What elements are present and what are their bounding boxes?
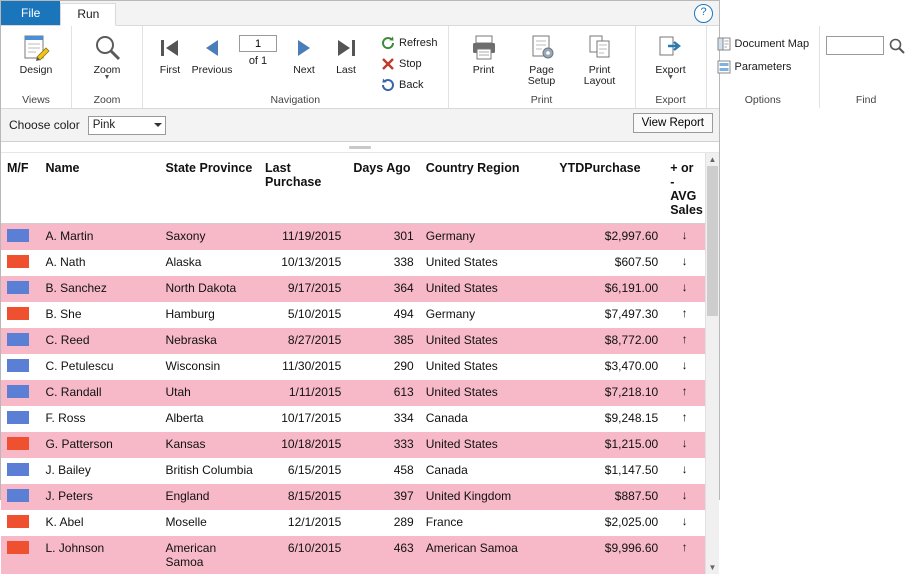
cell-days-ago: 301 [347, 224, 419, 251]
find-icon[interactable] [888, 37, 906, 55]
choose-color-value: Pink [93, 119, 115, 131]
ribbon-group-export-title: Export [642, 94, 700, 108]
cell-name: K. Abel [39, 510, 159, 536]
mf-color-swatch [7, 515, 29, 528]
mf-color-swatch [7, 489, 29, 502]
cell-name: G. Patterson [39, 432, 159, 458]
mf-swatch-cell [1, 406, 39, 432]
choose-color-label: Choose color [9, 118, 80, 132]
cell-country: France [420, 510, 554, 536]
table-row [1, 328, 705, 354]
table-row [1, 510, 705, 536]
cell-country: United Kingdom [420, 484, 554, 510]
table-row [1, 406, 705, 432]
stop-label: Stop [399, 58, 422, 70]
column-header-name: Name [39, 157, 159, 224]
table-row [1, 302, 705, 328]
ribbon-group-views [1, 26, 72, 108]
mf-color-swatch [7, 411, 29, 424]
cell-ytd: $607.50 [553, 250, 664, 276]
cell-state: Kansas [159, 432, 259, 458]
design-button-label: Design [20, 65, 53, 76]
ribbon-group-zoom-title: Zoom [78, 94, 136, 108]
chevron-down-icon-color [154, 123, 162, 127]
cell-trend-arrow-icon: ↑ [664, 302, 705, 328]
scroll-thumb[interactable] [707, 166, 718, 316]
first-page-label: First [160, 64, 180, 76]
cell-days-ago: 494 [347, 302, 419, 328]
table-row [1, 250, 705, 276]
last-page-button[interactable] [325, 31, 367, 76]
splitter-handle[interactable] [1, 142, 719, 153]
print-layout-button[interactable] [571, 31, 629, 87]
ribbon-group-print [449, 26, 636, 108]
page-setup-icon [527, 33, 557, 63]
cell-ytd: $3,470.00 [553, 354, 664, 380]
ribbon-group-options [707, 26, 821, 108]
first-page-icon [157, 35, 183, 61]
cell-country: United States [420, 250, 554, 276]
ribbon-group-options-title: Options [713, 94, 814, 108]
ribbon-group-navigation-title: Navigation [149, 94, 442, 108]
print-icon [469, 33, 499, 63]
tab-file[interactable] [1, 1, 60, 25]
cell-country: Canada [420, 458, 554, 484]
cell-days-ago: 385 [347, 328, 419, 354]
mf-color-swatch [7, 359, 29, 372]
print-layout-label: Print Layout [573, 65, 627, 87]
zoom-button[interactable] [78, 31, 136, 81]
column-header-ytd-purchase: YTDPurchase [553, 157, 664, 224]
table-row [1, 458, 705, 484]
cell-state: Alberta [159, 406, 259, 432]
cell-state: Wisconsin [159, 354, 259, 380]
ribbon-group-export [636, 26, 707, 108]
tab-file-label: File [21, 6, 40, 21]
next-page-button[interactable] [283, 31, 325, 76]
ribbon-group-navigation [143, 26, 449, 108]
cell-country: American Samoa [420, 536, 554, 574]
refresh-icon [381, 36, 395, 50]
last-page-label: Last [336, 64, 356, 76]
cell-state: Moselle [159, 510, 259, 536]
cell-state: British Columbia [159, 458, 259, 484]
table-body [1, 224, 705, 574]
parameter-bar [1, 109, 719, 142]
previous-page-label: Previous [192, 64, 233, 76]
cell-days-ago: 458 [347, 458, 419, 484]
print-button-label: Print [473, 65, 495, 76]
stop-icon [381, 57, 395, 71]
cell-days-ago: 397 [347, 484, 419, 510]
cell-country: Germany [420, 302, 554, 328]
print-button[interactable] [455, 31, 513, 76]
cell-days-ago: 463 [347, 536, 419, 574]
cell-trend-arrow-icon: ↑ [664, 536, 705, 574]
table-row [1, 432, 705, 458]
page-setup-label: Page Setup [515, 65, 569, 87]
cell-days-ago: 333 [347, 432, 419, 458]
report-vertical-scrollbar[interactable] [705, 153, 719, 574]
cell-last-purchase: 6/10/2015 [259, 536, 347, 574]
cell-days-ago: 290 [347, 354, 419, 380]
mf-color-swatch [7, 463, 29, 476]
mf-swatch-cell [1, 380, 39, 406]
cell-last-purchase: 6/15/2015 [259, 458, 347, 484]
mf-swatch-cell [1, 354, 39, 380]
zoom-button-label: Zoom [94, 65, 121, 76]
cell-trend-arrow-icon: ↑ [664, 328, 705, 354]
cell-ytd: $2,997.60 [553, 224, 664, 251]
table-row [1, 536, 705, 574]
cell-name: J. Peters [39, 484, 159, 510]
ribbon-group-find-title: Find [826, 94, 906, 108]
cell-trend-arrow-icon: ↑ [664, 406, 705, 432]
ribbon-group-zoom [72, 26, 143, 108]
ribbon-group-print-title: Print [455, 94, 629, 108]
back-label: Back [399, 79, 423, 91]
cell-ytd: $8,772.00 [553, 328, 664, 354]
cell-trend-arrow-icon: ↓ [664, 458, 705, 484]
cell-ytd: $7,218.10 [553, 380, 664, 406]
last-page-icon [333, 35, 359, 61]
mf-color-swatch [7, 385, 29, 398]
cell-state: Utah [159, 380, 259, 406]
cell-days-ago: 364 [347, 276, 419, 302]
splitter-grip-icon [349, 146, 371, 149]
cell-ytd: $2,025.00 [553, 510, 664, 536]
refresh-label: Refresh [399, 37, 438, 49]
cell-last-purchase: 5/10/2015 [259, 302, 347, 328]
cell-name: A. Martin [39, 224, 159, 251]
design-button[interactable] [7, 31, 65, 76]
table-row [1, 380, 705, 406]
mf-swatch-cell [1, 510, 39, 536]
cell-days-ago: 289 [347, 510, 419, 536]
column-header-country-region: Country Region [420, 157, 554, 224]
cell-country: United States [420, 276, 554, 302]
cell-name: C. Randall [39, 380, 159, 406]
mf-swatch-cell [1, 302, 39, 328]
cell-ytd: $1,147.50 [553, 458, 664, 484]
cell-last-purchase: 11/30/2015 [259, 354, 347, 380]
table-row [1, 224, 705, 251]
cell-name: B. She [39, 302, 159, 328]
mf-color-swatch [7, 541, 29, 554]
parameters-button[interactable] [713, 58, 814, 76]
mf-color-swatch [7, 281, 29, 294]
page-number-field[interactable] [233, 31, 283, 67]
ribbon-tab-strip [1, 1, 719, 26]
page-number-input[interactable] [239, 35, 277, 52]
document-map-button[interactable] [713, 35, 814, 53]
cell-trend-arrow-icon: ↓ [664, 276, 705, 302]
cell-state: Nebraska [159, 328, 259, 354]
cell-name: L. Johnson [39, 536, 159, 574]
column-header-last-purchase: Last Purchase [259, 157, 347, 224]
cell-ytd: $9,996.60 [553, 536, 664, 574]
parameters-label: Parameters [735, 61, 792, 73]
page-count-label: of 1 [249, 55, 267, 67]
back-icon [381, 78, 395, 92]
cell-trend-arrow-icon: ↓ [664, 484, 705, 510]
table-row [1, 354, 705, 380]
zoom-icon [92, 33, 122, 63]
cell-country: Canada [420, 406, 554, 432]
cell-country: United States [420, 380, 554, 406]
scroll-up-icon[interactable]: ▲ [706, 153, 719, 166]
mf-color-swatch [7, 255, 29, 268]
mf-color-swatch [7, 229, 29, 242]
mf-swatch-cell [1, 484, 39, 510]
refresh-button[interactable] [377, 34, 442, 52]
cell-country: Germany [420, 224, 554, 251]
table-row [1, 276, 705, 302]
mf-swatch-cell [1, 224, 39, 251]
cell-trend-arrow-icon: ↓ [664, 354, 705, 380]
column-header-mf: M/F [1, 157, 39, 224]
cell-last-purchase: 10/18/2015 [259, 432, 347, 458]
help-icon[interactable] [694, 4, 713, 23]
ribbon [1, 26, 719, 109]
cell-ytd: $887.50 [553, 484, 664, 510]
report-area [1, 153, 719, 574]
cell-last-purchase: 1/11/2015 [259, 380, 347, 406]
cell-last-purchase: 12/1/2015 [259, 510, 347, 536]
cell-last-purchase: 11/19/2015 [259, 224, 347, 251]
report-content [1, 153, 705, 574]
scroll-down-icon[interactable]: ▼ [706, 561, 719, 574]
document-map-label: Document Map [735, 38, 810, 50]
mf-color-swatch [7, 307, 29, 320]
chevron-down-icon: ▼ [104, 75, 111, 81]
export-button[interactable] [642, 31, 700, 81]
parameters-icon [717, 60, 731, 74]
mf-swatch-cell [1, 458, 39, 484]
cell-last-purchase: 8/27/2015 [259, 328, 347, 354]
cell-name: J. Bailey [39, 458, 159, 484]
mf-swatch-cell [1, 432, 39, 458]
cell-state: Alaska [159, 250, 259, 276]
cell-state: North Dakota [159, 276, 259, 302]
mf-swatch-cell [1, 536, 39, 574]
cell-name: B. Sanchez [39, 276, 159, 302]
mf-swatch-cell [1, 328, 39, 354]
cell-country: United States [420, 328, 554, 354]
export-icon [656, 33, 686, 63]
cell-ytd: $1,215.00 [553, 432, 664, 458]
mf-color-swatch [7, 333, 29, 346]
table-row [1, 484, 705, 510]
tab-run[interactable] [60, 3, 116, 26]
cell-last-purchase: 10/17/2015 [259, 406, 347, 432]
column-header-state: State Province [159, 157, 259, 224]
mf-color-swatch [7, 437, 29, 450]
view-report-button[interactable]: View Report [633, 113, 713, 133]
cell-trend-arrow-icon: ↑ [664, 380, 705, 406]
cell-name: C. Reed [39, 328, 159, 354]
cell-last-purchase: 10/13/2015 [259, 250, 347, 276]
page-setup-button[interactable] [513, 31, 571, 87]
cell-ytd: $6,191.00 [553, 276, 664, 302]
find-input[interactable] [826, 36, 884, 55]
cell-last-purchase: 9/17/2015 [259, 276, 347, 302]
cell-state: Saxony [159, 224, 259, 251]
chevron-down-icon-export: ▼ [667, 75, 674, 81]
cell-ytd: $9,248.15 [553, 406, 664, 432]
next-page-label: Next [293, 64, 315, 76]
design-icon [21, 33, 51, 63]
cell-state: England [159, 484, 259, 510]
previous-page-icon [199, 35, 225, 61]
cell-trend-arrow-icon: ↓ [664, 224, 705, 251]
first-page-button[interactable] [149, 31, 191, 76]
report-table [1, 157, 705, 574]
column-header-days-ago: Days Ago [347, 157, 419, 224]
back-button[interactable] [377, 76, 442, 94]
export-button-label: Export [655, 65, 685, 76]
choose-color-select[interactable] [88, 116, 166, 135]
print-layout-icon [585, 33, 615, 63]
mf-swatch-cell [1, 250, 39, 276]
column-header-avg-sales: + or - AVG Sales [664, 157, 705, 224]
next-page-icon [291, 35, 317, 61]
cell-days-ago: 338 [347, 250, 419, 276]
ribbon-group-views-title: Views [7, 94, 65, 108]
cell-trend-arrow-icon: ↓ [664, 432, 705, 458]
previous-page-button[interactable] [191, 31, 233, 76]
cell-trend-arrow-icon: ↓ [664, 250, 705, 276]
help-label: ? [700, 6, 706, 18]
cell-last-purchase: 8/15/2015 [259, 484, 347, 510]
table-header-row [1, 157, 705, 224]
cell-ytd: $7,497.30 [553, 302, 664, 328]
document-map-icon [717, 37, 731, 51]
cell-trend-arrow-icon: ↓ [664, 510, 705, 536]
mf-swatch-cell [1, 276, 39, 302]
cell-name: A. Nath [39, 250, 159, 276]
cell-state: American Samoa [159, 536, 259, 574]
cell-name: F. Ross [39, 406, 159, 432]
cell-days-ago: 334 [347, 406, 419, 432]
tab-run-label: Run [77, 7, 99, 22]
stop-button[interactable] [377, 55, 442, 73]
ribbon-group-find [820, 26, 912, 108]
cell-country: United States [420, 432, 554, 458]
cell-name: C. Petulescu [39, 354, 159, 380]
cell-country: United States [420, 354, 554, 380]
cell-state: Hamburg [159, 302, 259, 328]
cell-days-ago: 613 [347, 380, 419, 406]
